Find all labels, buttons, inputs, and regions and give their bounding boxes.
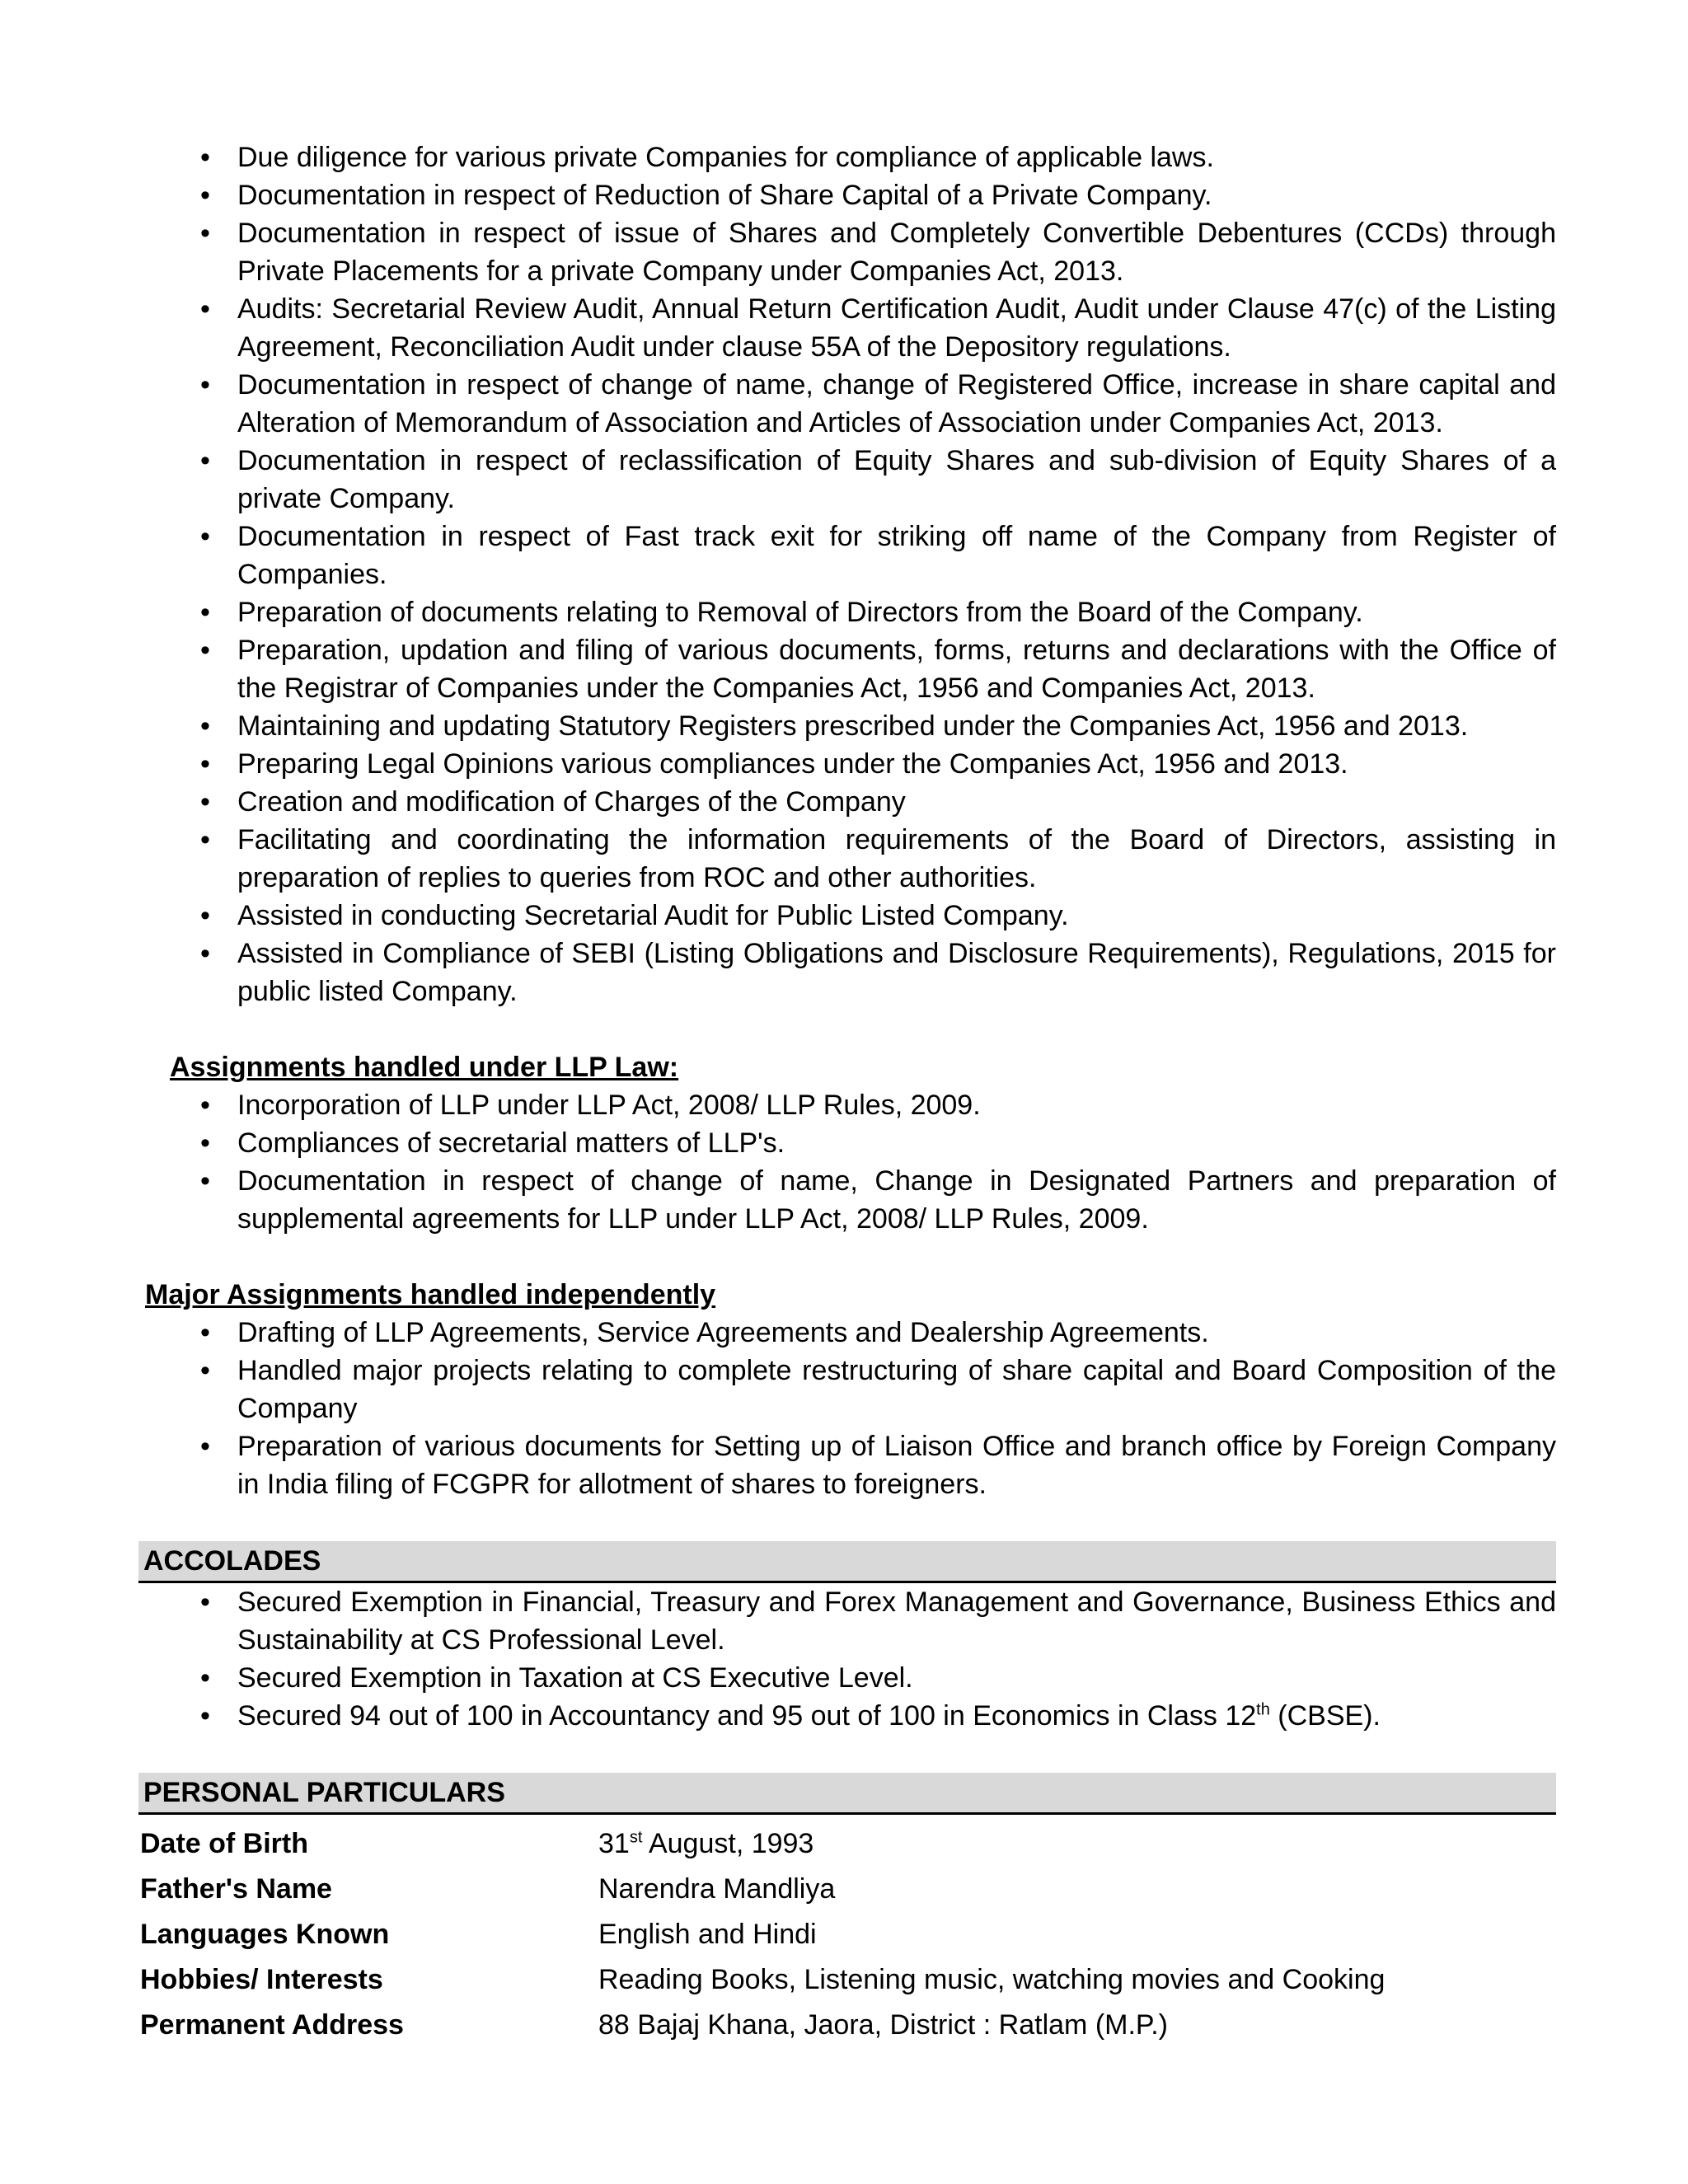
bullet-icon: • xyxy=(200,938,210,969)
llp-heading: Assignments handled under LLP Law: xyxy=(170,1052,679,1083)
languages-row xyxy=(138,1912,1556,1957)
list-item: • Documentation in respect of reclassification of Equity Shares and sub-division of Equity Shares of a private Company. xyxy=(138,442,1556,518)
father-name-label: Father's Name xyxy=(140,1873,332,1905)
bullet-icon: • xyxy=(200,180,210,211)
bullet-icon: • xyxy=(200,900,210,931)
bullet-icon: • xyxy=(200,521,210,552)
dob-label: Date of Birth xyxy=(140,1828,308,1859)
major-assignments-list xyxy=(138,1314,1556,1503)
list-item: • Handled major projects relating to complete restructuring of share capital and Board Composition of the Company xyxy=(138,1352,1556,1427)
list-item: • Secured Exemption in Financial, Treasury and Forex Management and Governance, Business Ethics and Sustainability at CS Professional Level. xyxy=(138,1583,1556,1659)
address-value: 88 Bajaj Khana, Jaora, District : Ratlam (M.P.) xyxy=(598,2009,1168,2041)
list-item: • Documentation in respect of Fast track exit for striking off name of the Company from Register of Companies. xyxy=(138,518,1556,593)
list-item: • Assisted in Compliance of SEBI (Listing Obligations and Disclosure Requirements), Regulations, 2015 for public listed Company. xyxy=(138,935,1556,1010)
list-item: • Audits: Secretarial Review Audit, Annual Return Certification Audit, Audit under Clause 47(c) of the Listing Agreement, Reconciliation Audit under clause 55A of the Depository regulations. xyxy=(138,290,1556,366)
personal-particulars-section-header: PERSONAL PARTICULARS xyxy=(138,1773,1556,1815)
languages-value: English and Hindi xyxy=(598,1919,817,1950)
bullet-icon: • xyxy=(200,1586,210,1618)
company-law-list xyxy=(138,138,1556,1010)
hobbies-label: Hobbies/ Interests xyxy=(140,1964,383,1995)
list-item: • Maintaining and updating Statutory Registers prescribed under the Companies Act, 1956 and 2013. xyxy=(138,707,1556,745)
list-item: • Preparing Legal Opinions various compliances under the Companies Act, 1956 and 2013. xyxy=(138,745,1556,783)
list-item: • Incorporation of LLP under LLP Act, 2008/ LLP Rules, 2009. xyxy=(138,1086,1556,1124)
bullet-icon: • xyxy=(200,597,210,628)
list-item: • Compliances of secretarial matters of LLP's. xyxy=(138,1124,1556,1162)
bullet-icon: • xyxy=(200,1165,210,1197)
hobbies-value: Reading Books, Listening music, watching movies and Cooking xyxy=(598,1964,1386,1995)
bullet-icon: • xyxy=(200,1431,210,1462)
bullet-icon: • xyxy=(200,786,210,818)
resume-page xyxy=(138,138,1556,2048)
personal-particulars-table xyxy=(138,1821,1556,2048)
list-item: • Documentation in respect of issue of Shares and Completely Convertible Debentures (CCDs) through Private Placements for a private Company under Companies Act, 2013. xyxy=(138,214,1556,290)
list-item: • Documentation in respect of change of name, change of Registered Office, increase in share capital and Alteration of Memorandum of Association and Articles of Association under Companies Act, 2013. xyxy=(138,366,1556,442)
bullet-icon: • xyxy=(200,218,210,249)
bullet-icon: • xyxy=(200,710,210,742)
list-item: • Preparation of documents relating to Removal of Directors from the Board of the Company. xyxy=(138,593,1556,631)
bullet-icon: • xyxy=(200,1317,210,1348)
father-name-value: Narendra Mandliya xyxy=(598,1873,836,1905)
list-item: • Creation and modification of Charges of the Company xyxy=(138,783,1556,821)
bullet-icon: • xyxy=(200,824,210,855)
list-item: • Assisted in conducting Secretarial Audit for Public Listed Company. xyxy=(138,897,1556,935)
bullet-icon: • xyxy=(200,635,210,666)
address-row xyxy=(138,2003,1556,2048)
bullet-icon: • xyxy=(200,748,210,780)
bullet-icon: • xyxy=(200,369,210,401)
bullet-icon: • xyxy=(200,1355,210,1386)
hobbies-row xyxy=(138,1957,1556,2003)
bullet-icon: • xyxy=(200,142,210,173)
list-item: • Documentation in respect of change of name, Change in Designated Partners and preparation of supplemental agreements for LLP under LLP Act, 2008/ LLP Rules, 2009. xyxy=(138,1162,1556,1238)
bullet-icon: • xyxy=(200,445,210,476)
bullet-icon: • xyxy=(200,1090,210,1121)
dob-value: 31st August, 1993 xyxy=(598,1828,814,1859)
llp-list xyxy=(138,1086,1556,1238)
list-item: • Secured Exemption in Taxation at CS Executive Level. xyxy=(138,1659,1556,1697)
list-item: • Due diligence for various private Companies for compliance of applicable laws. xyxy=(138,138,1556,176)
dob-row xyxy=(138,1821,1556,1867)
languages-label: Languages Known xyxy=(140,1919,390,1950)
bullet-icon: • xyxy=(200,1662,210,1694)
accolades-list xyxy=(138,1583,1556,1735)
bullet-icon: • xyxy=(200,293,210,325)
address-label: Permanent Address xyxy=(140,2009,404,2041)
list-item: • Drafting of LLP Agreements, Service Agreements and Dealership Agreements. xyxy=(138,1314,1556,1352)
bullet-icon: • xyxy=(200,1127,210,1159)
accolades-section-header: ACCOLADES xyxy=(138,1541,1556,1583)
major-assignments-heading: Major Assignments handled independently xyxy=(145,1279,716,1310)
bullet-icon: • xyxy=(200,1700,210,1732)
father-name-row xyxy=(138,1867,1556,1912)
list-item: • Preparation of various documents for Setting up of Liaison Office and branch office by Foreign Company in India filing of FCGPR for allotment of shares to foreigners. xyxy=(138,1427,1556,1503)
list-item: • Facilitating and coordinating the information requirements of the Board of Directors, assisting in preparation of replies to queries from ROC and other authorities. xyxy=(138,821,1556,897)
list-item: • Documentation in respect of Reduction of Share Capital of a Private Company. xyxy=(138,176,1556,214)
list-item: • Preparation, updation and filing of various documents, forms, returns and declarations with the Office of the Registrar of Companies under the Companies Act, 1956 and Companies Act, 2013. xyxy=(138,631,1556,707)
list-item: • Secured 94 out of 100 in Accountancy and 95 out of 100 in Economics in Class 12th (CBSE). xyxy=(138,1697,1556,1735)
